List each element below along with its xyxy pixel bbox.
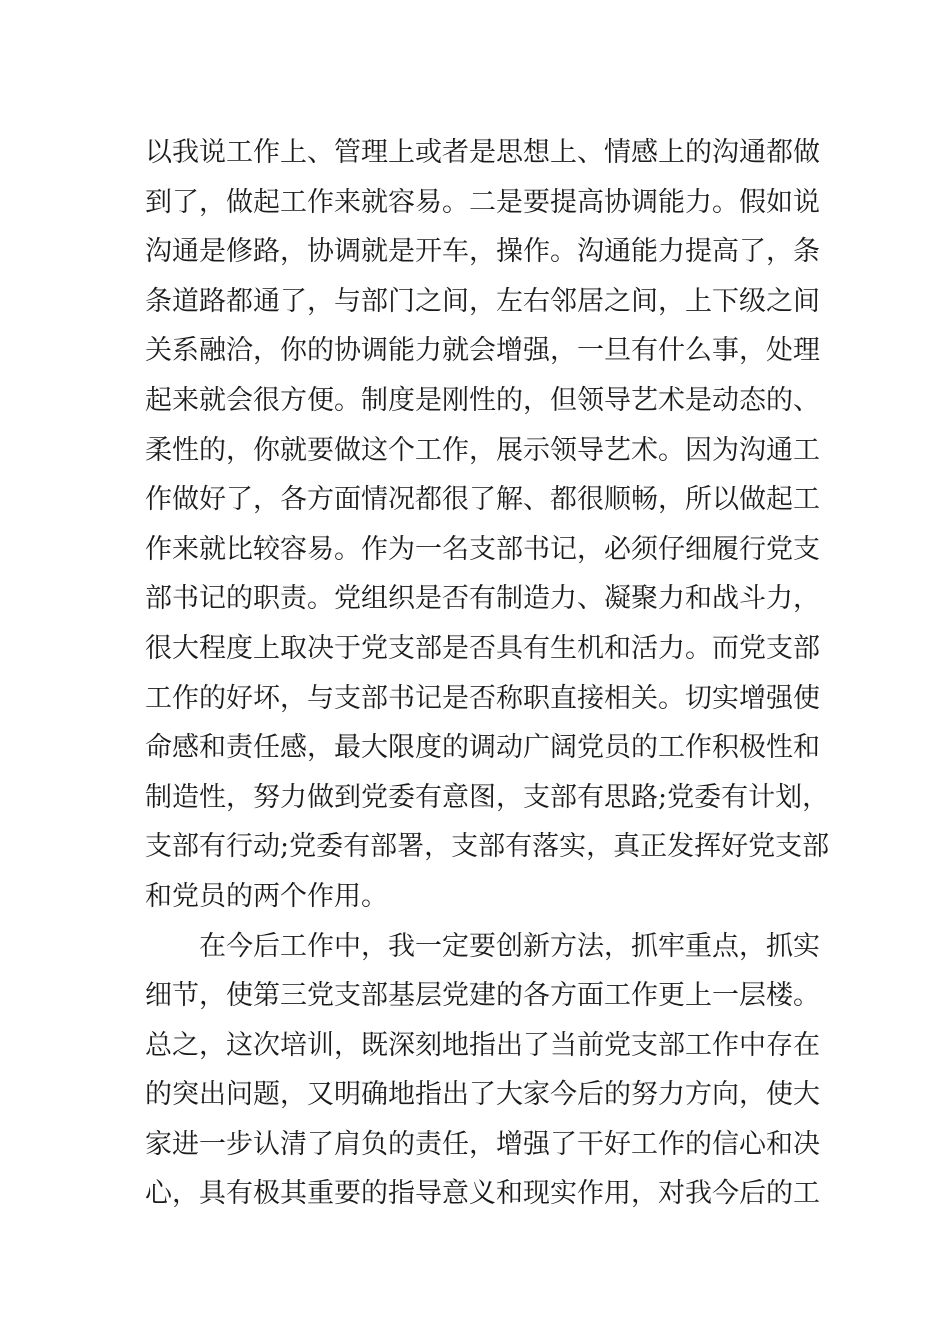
text-line: 柔性的，你就要做这个工作，展示领导艺术。因为沟通工 — [145, 434, 820, 466]
text-line: 支部有行动;党委有部署，支部有落实，真正发挥好党支部 — [145, 831, 830, 863]
text-line: 作来就比较容易。作为一名支部书记，必须仔细履行党支 — [145, 533, 820, 565]
text-line: 条道路都通了，与部门之间，左右邻居之间，上下级之间 — [145, 285, 820, 317]
text-line: 家进一步认清了肩负的责任，增强了干好工作的信心和决 — [145, 1128, 820, 1160]
text-line: 到了，做起工作来就容易。二是要提高协调能力。假如说 — [145, 186, 820, 218]
text-line: 作做好了，各方面情况都很了解、都很顺畅，所以做起工 — [145, 484, 820, 516]
text-line: 总之，这次培训，既深刻地指出了当前党支部工作中存在 — [145, 1029, 820, 1061]
paragraph-1 — [145, 128, 830, 922]
text-line: 细节，使第三党支部基层党建的各方面工作更上一层楼。 — [145, 980, 820, 1012]
text-line: 在今后工作中，我一定要创新方法，抓牢重点，抓实 — [199, 930, 820, 962]
text-line: 以我说工作上、管理上或者是思想上、情感上的沟通都做 — [145, 137, 820, 168]
paragraph-2 — [145, 922, 820, 1220]
text-line: 和党员的两个作用。 — [145, 880, 388, 912]
text-line: 很大程度上取决于党支部是否具有生机和活力。而党支部 — [145, 632, 820, 664]
body-text — [145, 128, 830, 1219]
text-line: 沟通是修路，协调就是开车，操作。沟通能力提高了，条 — [145, 236, 820, 268]
text-line: 关系融洽，你的协调能力就会增强，一旦有什么事，处理 — [145, 335, 820, 367]
text-line: 工作的好坏，与支部书记是否称职直接相关。切实增强使 — [145, 682, 820, 714]
text-line: 制造性，努力做到党委有意图，支部有思路;党委有计划， — [145, 781, 830, 813]
text-line: 心，具有极其重要的指导意义和现实作用，对我今后的工 — [145, 1178, 820, 1210]
text-line: 起来就会很方便。制度是刚性的，但领导艺术是动态的、 — [145, 384, 820, 416]
text-line: 命感和责任感，最大限度的调动广阔党员的工作积极性和 — [145, 732, 820, 764]
text-line: 的突出问题，又明确地指出了大家今后的努力方向，使大 — [145, 1079, 820, 1111]
text-line: 部书记的职责。党组织是否有制造力、凝聚力和战斗力， — [145, 583, 820, 615]
